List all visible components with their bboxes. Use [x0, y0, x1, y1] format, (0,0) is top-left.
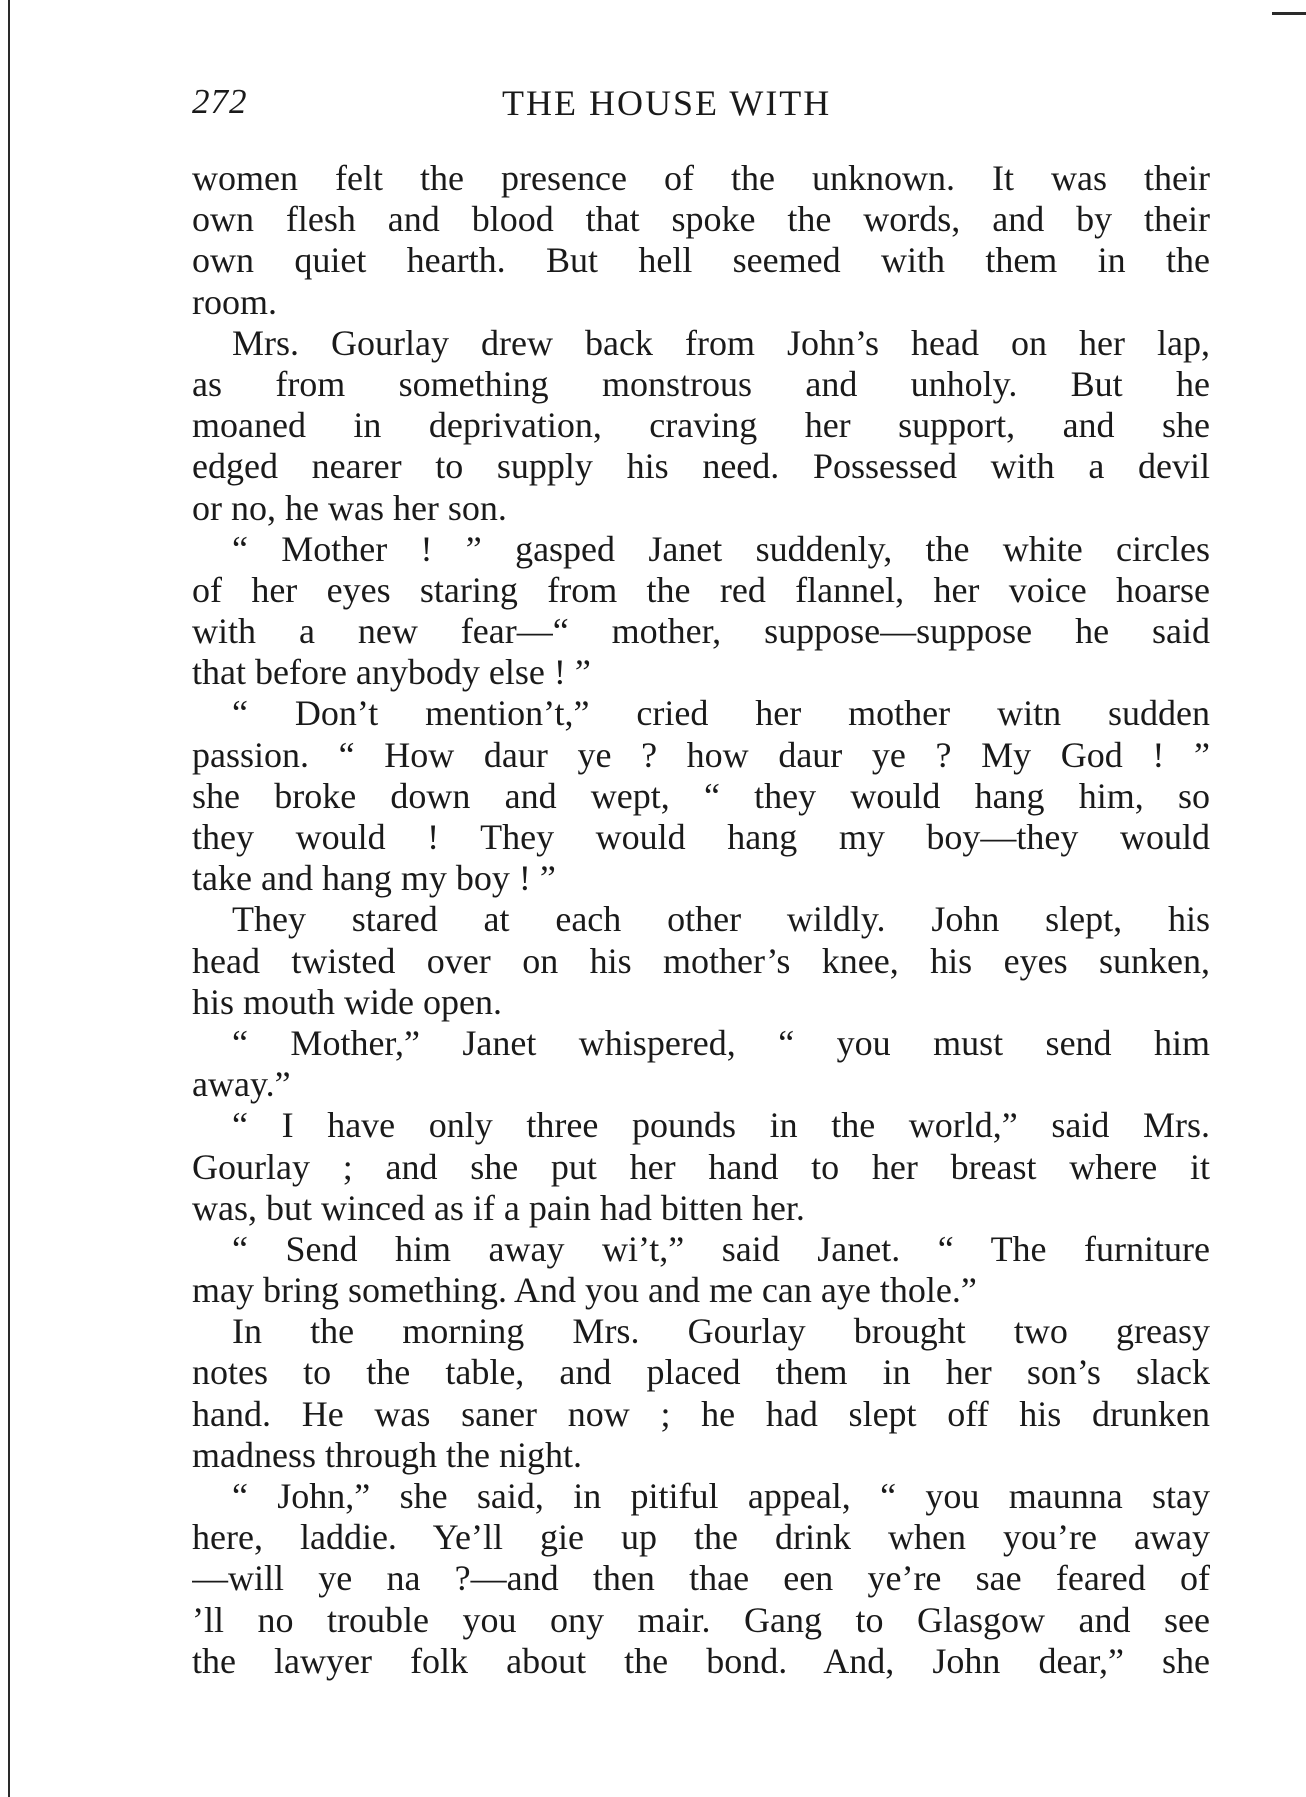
text-line: room. [192, 281, 277, 322]
text-line: with a new fear—“ mother, suppose—suppose he said [192, 611, 1210, 652]
text-line: own quiet hearth. But hell seemed with them in the [192, 240, 1210, 281]
text-line: “ Mother ! ” gasped Janet suddenly, the white circles [232, 528, 1210, 569]
running-head: THE HOUSE WITH [502, 83, 832, 123]
text-line: here, laddie. Ye’ll gie up the drink when you’re away [192, 1517, 1210, 1558]
text-line: “ John,” she said, in pitiful appeal, “ you maunna stay [232, 1476, 1210, 1516]
body-text [192, 158, 1210, 1682]
page-number: 272 [192, 82, 248, 121]
text-line: women felt the presence of the unknown. It was their [192, 158, 1210, 198]
text-line: may bring something. And you and me can aye thole.” [192, 1270, 977, 1311]
text-line: “ Mother,” Janet whispered, “ you must send him [232, 1022, 1210, 1063]
text-line: “ I have only three pounds in the world,” said Mrs. [232, 1105, 1210, 1146]
text-line: was, but winced as if a pain had bitten her. [192, 1187, 805, 1228]
text-line: his mouth wide open. [192, 981, 502, 1022]
text-line: she broke down and wept, “ they would hang him, so [192, 775, 1210, 816]
text-line: hand. He was saner now ; he had slept off his drunken [192, 1393, 1210, 1434]
text-line: or no, he was her son. [192, 487, 507, 528]
text-line: —will ye na ?—and then thae een ye’re sae feared of [192, 1558, 1210, 1599]
text-line: head twisted over on his mother’s knee, his eyes sunken, [192, 940, 1210, 981]
text-line: the lawyer folk about the bond. And, John dear,” she [192, 1640, 1210, 1681]
text-line: of her eyes staring from the red flannel, her voice hoarse [192, 569, 1210, 610]
text-line: They stared at each other wildly. John slept, his [232, 899, 1210, 940]
text-line: ’ll no trouble you ony mair. Gang to Glasgow and see [192, 1599, 1210, 1640]
scan-mark-top-right [1272, 12, 1306, 15]
text-line: Mrs. Gourlay drew back from John’s head on her lap, [232, 322, 1210, 363]
text-line: notes to the table, and placed them in her son’s slack [192, 1352, 1210, 1393]
scan-edge-left [8, 0, 10, 1797]
text-line: own flesh and blood that spoke the words, and by their [192, 199, 1210, 240]
text-line: passion. “ How daur ye ? how daur ye ? My God ! ” [192, 734, 1210, 775]
text-line: as from something monstrous and unholy. But he [192, 363, 1210, 404]
text-line: take and hang my boy ! ” [192, 858, 556, 899]
text-line: In the morning Mrs. Gourlay brought two greasy [232, 1311, 1210, 1352]
text-line: moaned in deprivation, craving her support, and she [192, 405, 1210, 446]
text-line: edged nearer to supply his need. Possessed with a devil [192, 446, 1210, 487]
text-line: that before anybody else ! ” [192, 652, 591, 693]
text-line: Gourlay ; and she put her hand to her breast where it [192, 1146, 1210, 1187]
text-line: “ Send him away wi’t,” said Janet. “ The furniture [232, 1228, 1210, 1269]
text-line: “ Don’t mention’t,” cried her mother witn sudden [232, 693, 1210, 734]
text-line: they would ! They would hang my boy—they would [192, 817, 1210, 857]
text-line: away.” [192, 1064, 291, 1105]
page-header [192, 82, 1210, 132]
text-line: madness through the night. [192, 1434, 582, 1475]
